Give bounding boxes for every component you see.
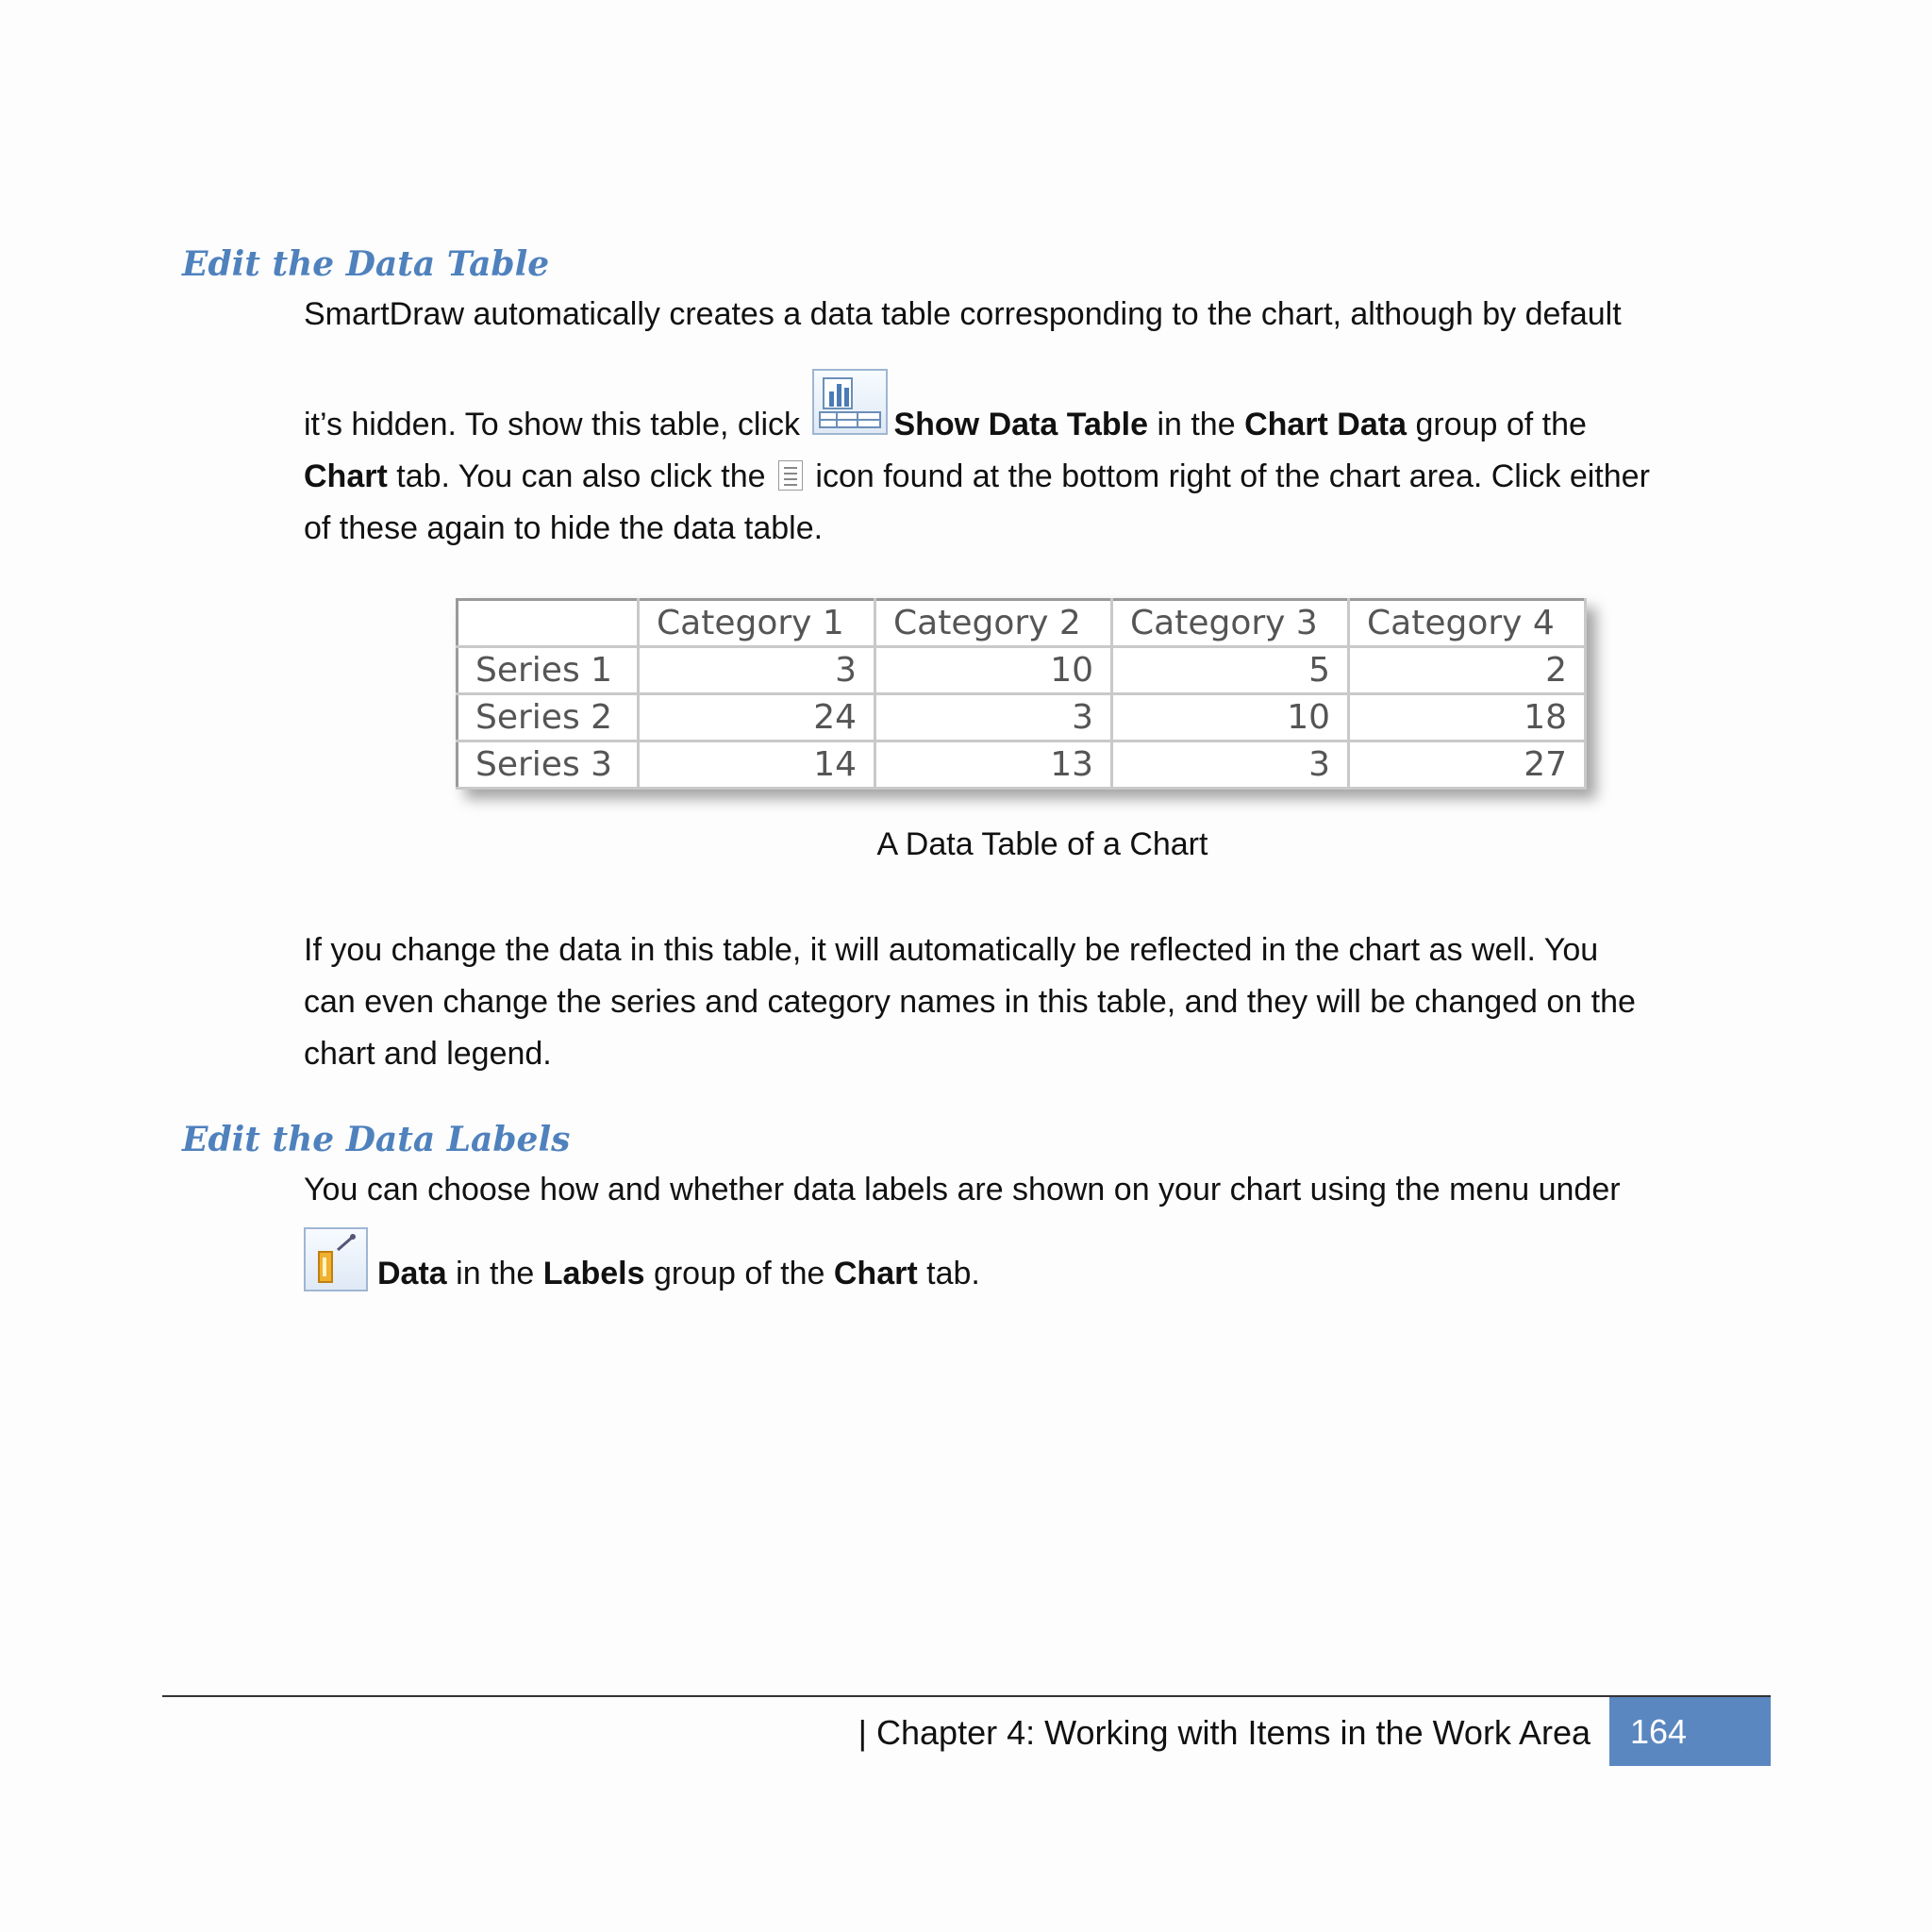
- para-line: [304, 289, 1775, 341]
- column-header[interactable]: Category 3: [1112, 600, 1349, 647]
- table-row: [458, 647, 1586, 694]
- table-cell[interactable]: 5: [1112, 647, 1349, 694]
- text-span: group of the: [644, 1256, 834, 1291]
- para-line: [304, 369, 1775, 451]
- bold-show-data-table: Show Data Table: [893, 407, 1148, 442]
- text-span: tab. You can also click the: [387, 458, 774, 494]
- text-span: it’s hidden. To show this table, click: [304, 407, 809, 442]
- table-corner-cell[interactable]: [458, 600, 639, 647]
- text-span: can even change the series and category names in this table, and they will be changed on the: [304, 984, 1636, 1020]
- table-cell[interactable]: 3: [875, 694, 1112, 741]
- paragraph-data-labels: [304, 1164, 1775, 1300]
- text-span: in the: [1148, 407, 1245, 442]
- paragraph-show-data-table: [304, 289, 1775, 555]
- table-cell[interactable]: 18: [1349, 694, 1586, 741]
- table-cell[interactable]: 14: [639, 741, 875, 789]
- page-number: 164: [1609, 1697, 1771, 1766]
- bold-labels: Labels: [542, 1256, 645, 1291]
- para-line: [304, 1164, 1775, 1216]
- bold-chart-data: Chart Data: [1244, 407, 1407, 442]
- table-cell[interactable]: 10: [875, 647, 1112, 694]
- table-cell[interactable]: 27: [1349, 741, 1586, 789]
- data-table-toggle-icon[interactable]: [778, 460, 803, 491]
- section-heading-data-table: Edit the Data Table: [182, 244, 550, 284]
- text-span: group of the: [1407, 407, 1587, 442]
- data-table-figure: [456, 598, 1587, 790]
- row-header[interactable]: Series 1: [458, 647, 639, 694]
- para-line: [304, 1028, 1775, 1080]
- row-header[interactable]: Series 2: [458, 694, 639, 741]
- data-labels-icon[interactable]: [304, 1227, 368, 1291]
- table-cell[interactable]: 2: [1349, 647, 1586, 694]
- table-cell[interactable]: 3: [1112, 741, 1349, 789]
- footer-chapter: | Chapter 4: Working with Items in the Work Area: [858, 1713, 1591, 1752]
- text-span: of these again to hide the data table.: [304, 510, 824, 546]
- text-span: If you change the data in this table, it will automatically be reflected in the chart as well. You: [304, 932, 1599, 968]
- row-header[interactable]: Series 3: [458, 741, 639, 789]
- table-header-row: [458, 600, 1586, 647]
- text-span: tab.: [917, 1256, 980, 1291]
- paragraph-table-reflection: [304, 924, 1775, 1080]
- text-span: in the: [446, 1256, 543, 1291]
- table-row: [458, 694, 1586, 741]
- column-header[interactable]: Category 1: [639, 600, 875, 647]
- table-cell[interactable]: 10: [1112, 694, 1349, 741]
- text-span: chart and legend.: [304, 1036, 552, 1072]
- table-cell[interactable]: 24: [639, 694, 875, 741]
- text-span: SmartDraw automatically creates a data table corresponding to the chart, although by default: [304, 296, 1622, 332]
- table-cell[interactable]: 3: [639, 647, 875, 694]
- table-cell[interactable]: 13: [875, 741, 1112, 789]
- column-header[interactable]: Category 2: [875, 600, 1112, 647]
- section-heading-data-labels: Edit the Data Labels: [182, 1120, 571, 1159]
- bold-data: Data: [377, 1256, 447, 1291]
- para-line: [304, 924, 1775, 976]
- bold-chart: Chart: [304, 458, 388, 494]
- show-data-table-icon[interactable]: [812, 369, 888, 435]
- footer-divider: [162, 1695, 1771, 1697]
- text-span: You can choose how and whether data labels are shown on your chart using the menu under: [304, 1172, 1621, 1208]
- para-line: [304, 1227, 1775, 1300]
- para-line: [304, 451, 1775, 503]
- data-table: [456, 598, 1587, 790]
- para-line: [304, 976, 1775, 1028]
- bold-chart: Chart: [833, 1256, 918, 1291]
- text-span: icon found at the bottom right of the chart area. Click either: [806, 458, 1650, 494]
- table-row: [458, 741, 1586, 789]
- column-header[interactable]: Category 4: [1349, 600, 1586, 647]
- para-line: [304, 503, 1775, 555]
- figure-caption: A Data Table of a Chart: [876, 826, 1208, 862]
